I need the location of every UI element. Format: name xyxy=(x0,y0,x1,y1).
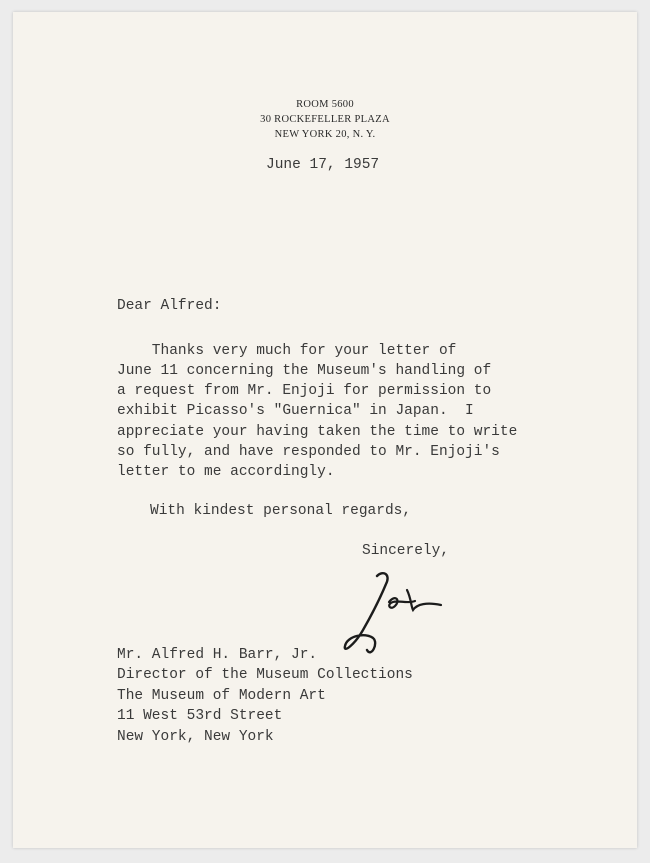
body-line: a request from Mr. Enjoji for permission to xyxy=(117,383,492,399)
recipient-title: Director of the Museum Collections xyxy=(117,667,413,683)
recipient-city: New York, New York xyxy=(117,729,274,745)
handwritten-signature xyxy=(337,568,447,663)
letterhead-room: ROOM 5600 xyxy=(296,99,354,110)
letter-date: June 17, 1957 xyxy=(266,157,380,173)
body-line: June 11 concerning the Museum's handling of xyxy=(117,363,492,379)
closing-line: With kindest personal regards, xyxy=(150,503,412,519)
body-line: exhibit Picasso's "Guernica" in Japan. I xyxy=(117,403,474,419)
body-line: letter to me accordingly. xyxy=(117,464,335,480)
letterhead-city: NEW YORK 20, N. Y. xyxy=(274,129,376,140)
recipient-name: Mr. Alfred H. Barr, Jr. xyxy=(117,647,318,663)
body-line: Thanks very much for your letter of xyxy=(117,343,457,359)
recipient-street: 11 West 53rd Street xyxy=(117,708,283,724)
recipient-organization: The Museum of Modern Art xyxy=(117,688,326,704)
letterhead-street: 30 ROCKEFELLER PLAZA xyxy=(260,114,390,125)
sign-off: Sincerely, xyxy=(362,543,450,559)
salutation: Dear Alfred: xyxy=(117,298,222,314)
body-line: so fully, and have responded to Mr. Enjoji's xyxy=(117,444,500,460)
body-line: appreciate your having taken the time to write xyxy=(117,424,518,440)
letterhead xyxy=(0,97,650,142)
